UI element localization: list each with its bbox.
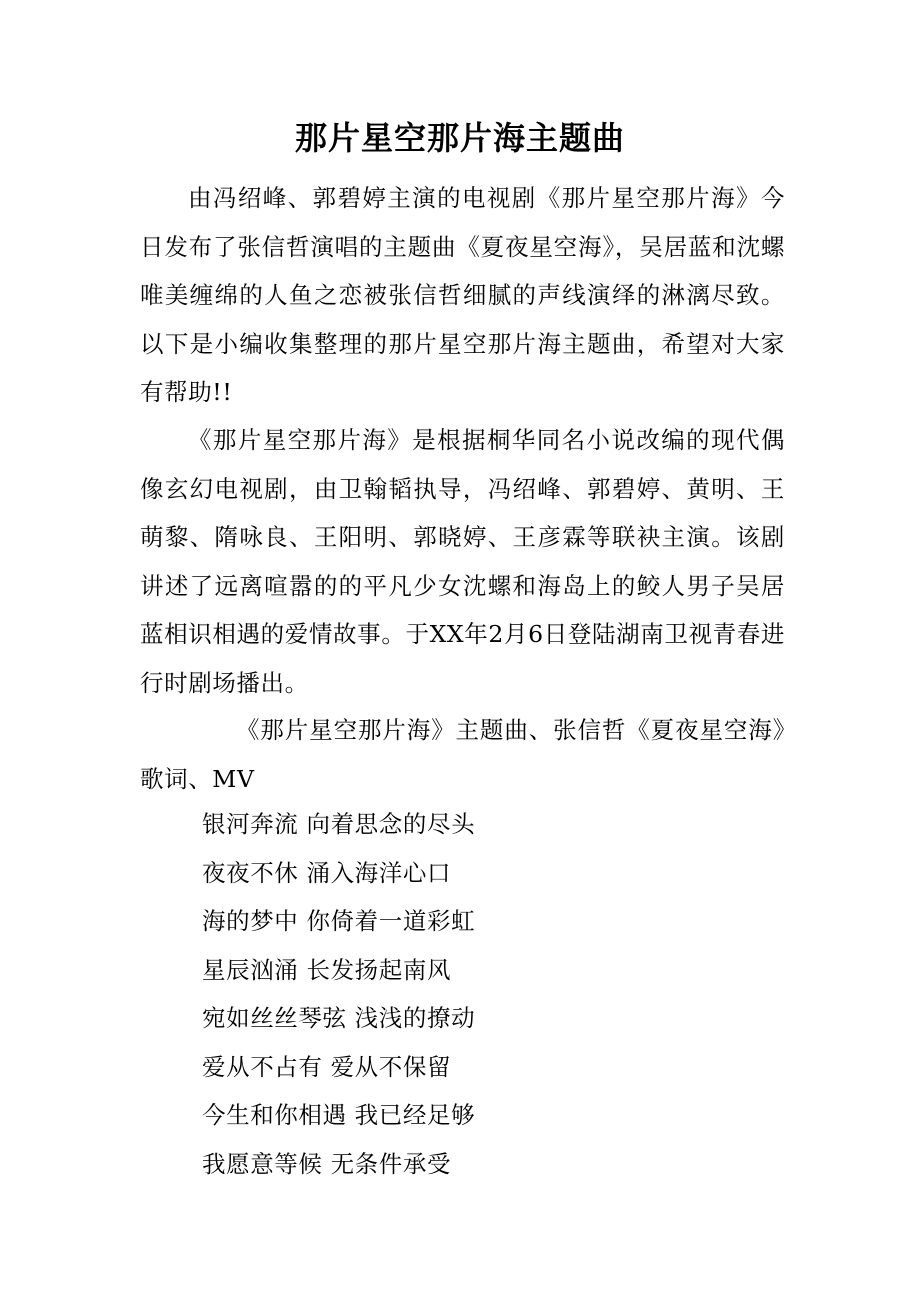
lyric-line: 我愿意等候 无条件承受 (202, 1149, 452, 1178)
lyric-line: 海的梦中 你倚着一道彩虹 (202, 907, 476, 935)
lyric-line: 宛如丝丝琴弦 浅浅的撩动 (202, 1004, 476, 1032)
lyric-line: 夜夜不休 涌入海洋心口 (202, 858, 452, 887)
lyric-line: 今生和你相遇 我已经足够 (202, 1101, 476, 1129)
document-title: 那片星空那片海主题曲 (294, 119, 625, 157)
drama-description-paragraph: 《那片星空那片海》是根据桐华同名小说改编的现代偶像玄幻电视剧，由卫翰韬执导，冯绍峰、郭碧婷、黄明、王萌黎、隋咏良、王阳明、郭晓婷、王彦霖等联袂主演。该剧讲述了远离喧嚣的的平凡少女沈螺和海岛上的鲛人男子吴居蓝相识相遇的爱情故事。于XX年2月6日登陆湖南卫视青春进行时剧场播出。 (140, 426, 785, 697)
lyrics-heading-paragraph: 《那片星空那片海》主题曲、张信哲《夏夜星空海》歌词、MV (140, 716, 785, 793)
lyric-line: 爱从不占有 爱从不保留 (202, 1052, 452, 1081)
lyrics-list (202, 800, 475, 1188)
lyric-line: 星辰汹涌 长发扬起南风 (202, 955, 452, 984)
lyric-line: 银河奔流 向着思念的尽头 (202, 810, 476, 838)
intro-paragraph: 由冯绍峰、郭碧婷主演的电视剧《那片星空那片海》今日发布了张信哲演唱的主题曲《夏夜星空海》，吴居蓝和沈螺唯美缠绵的人鱼之恋被张信哲细腻的声线演绎的淋漓尽致。以下是小编收集整理的那片星空那片海主题曲，希望对大家有帮助!! (140, 184, 785, 406)
